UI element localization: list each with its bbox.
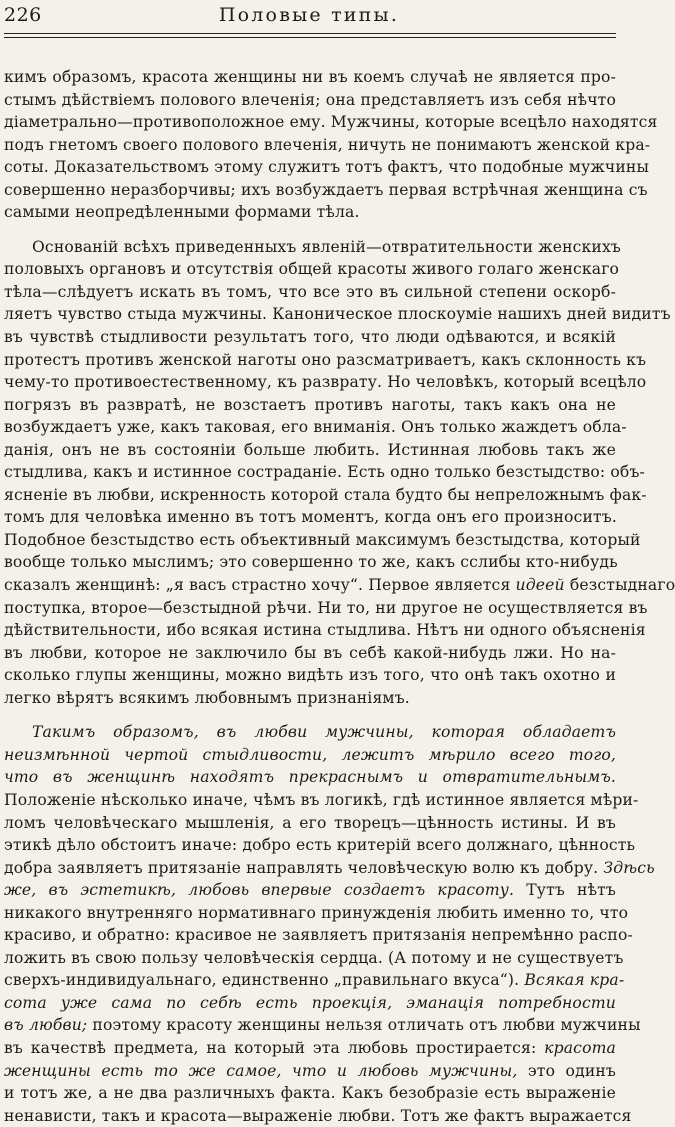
italic-text: въ любви;	[4, 1016, 88, 1035]
text-run: протестъ противъ женской наготы оно разсматриваетъ, какъ склонность къ	[4, 350, 647, 369]
text-line	[4, 879, 616, 902]
text-run: легко вѣрятъ всякимъ любовнымъ признаніямъ.	[4, 688, 410, 707]
text-line	[4, 642, 616, 665]
text-run: никакого внутренняго нормативнаго принужденія любить именно то, что	[4, 903, 629, 922]
text-line	[4, 1105, 632, 1127]
paragraph-gap	[4, 224, 616, 236]
text-line	[4, 394, 616, 417]
paragraph	[4, 721, 655, 1127]
italic-text: неизмѣнной чертой стыдливости, лежитъ мѣрило всего того,	[4, 745, 616, 764]
text-line	[4, 992, 616, 1015]
italic-text: идеей	[515, 576, 565, 595]
text-run: стыдлива, какъ и истинное состраданіе. Есть одно только безстыдство: объ-	[4, 463, 645, 482]
text-line	[4, 461, 645, 484]
text-line	[4, 201, 616, 224]
header-rule	[4, 33, 616, 34]
italic-text: женщины есть то же самое, что и любовь мужчины,	[4, 1061, 518, 1080]
text-run: въ чувствѣ стыдливости результатъ того, что люди одѣваются, и всякій	[4, 328, 616, 347]
text-line	[4, 744, 616, 767]
text-run: и тотъ же, а не два различныхъ факта. Какъ безобразіе есть выраженіе	[4, 1084, 616, 1103]
italic-text: что въ женщинѣ находятъ прекраснымъ и отвратительнымъ.	[4, 768, 616, 787]
text-run: Положеніе нѣсколько иначе, чѣмъ въ логикѣ, гдѣ истинное является мѣри-	[4, 790, 639, 809]
text-line	[4, 664, 616, 687]
italic-text: же, въ эстетикѣ, любовь впервые создаетъ красоту.	[4, 881, 515, 900]
text-run: вообще только мыслимъ; это совершенно то же, какъ сслибы кто-нибудь	[4, 553, 618, 572]
text-run: это одинъ	[517, 1061, 616, 1080]
text-line	[4, 812, 616, 835]
page-header	[4, 0, 614, 26]
paragraph	[4, 66, 658, 224]
text-run: совершенно неразборчивы; ихъ возбуждаетъ первая встрѣчная женщина съ	[4, 180, 648, 199]
text-line	[4, 902, 629, 925]
text-run: сказалъ женщинѣ: „я васъ страстно хочу“. Первое является	[4, 576, 516, 595]
italic-text: Всякая кра-	[524, 971, 625, 990]
text-line	[4, 766, 616, 789]
italic-text: Здѣсь	[603, 858, 655, 877]
text-line	[4, 179, 648, 202]
text-run: стымъ дѣйствіемъ полового влеченія; она представляетъ изъ себя нѣчто	[4, 90, 616, 109]
text-run: красиво, и обратно: красивое не заявляетъ притязанія непремѣнно распо-	[4, 926, 633, 945]
text-line	[4, 947, 624, 970]
body-text	[4, 66, 675, 1127]
text-run: Подобное безстыдство есть объективный максимумъ безстыдства, который	[4, 530, 641, 549]
text-line	[4, 1014, 641, 1037]
text-run: этикѣ дѣло обстоитъ иначе: добро есть критерій всего должнаго, цѣнность	[4, 836, 636, 855]
text-line	[4, 349, 647, 372]
text-line	[4, 834, 636, 857]
text-run: дѣйствительности, ибо всякая истина стыдлива. Нѣтъ ни одного объясненія	[4, 621, 646, 640]
text-line	[4, 924, 633, 947]
text-run: томъ для человѣка именно въ тотъ моментъ, когда онъ его произноситъ.	[4, 508, 617, 527]
text-run: половыхъ органовъ и отсутствія общей красоты живого голаго женскаго	[4, 260, 620, 279]
text-run: ненависти, такъ и красота—выраженіе любви. Тотъ же фактъ выражается	[4, 1106, 632, 1125]
text-run: чему-то противоестественному, къ разврату. Но человѣкъ, который всецѣло	[4, 373, 647, 392]
text-run: сколько глупы женщины, можно видѣть изъ того, что онѣ такъ охотно и	[4, 666, 616, 685]
text-line	[4, 258, 620, 281]
text-run: ясненіе въ любви, искренность которой стала будто бы непреложнымъ фак-	[4, 485, 647, 504]
text-run: данія, онъ не въ состояніи больше любить. Истинная любовь такъ же	[4, 440, 616, 459]
text-line	[4, 529, 641, 552]
text-line	[4, 66, 616, 89]
text-line	[4, 303, 671, 326]
text-line	[4, 857, 655, 880]
text-run: въ любви, которое не заключило бы въ себѣ какой-нибудь лжи. Но на-	[4, 643, 616, 662]
text-line	[4, 721, 616, 744]
text-run: ломъ человѣческаго мышленія, а его творецъ—цѣнность истины. И въ	[4, 813, 616, 832]
text-line	[4, 1037, 616, 1060]
text-run: самыми неопредѣленными формами тѣла.	[4, 203, 360, 222]
text-run: кимъ образомъ, красота женщины ни въ коемъ случаѣ не является про-	[4, 68, 616, 86]
text-run: поэтому красоту женщины нельзя отличать отъ любви мужчины	[87, 1016, 641, 1035]
text-run: безстыднаго	[564, 576, 675, 595]
text-run: сверхъ-индивидуальнаго, единственно „правильнаго вкуса“).	[4, 971, 525, 990]
text-run: добра заявляетъ притязаніе направлять человѣческую волю къ добру.	[4, 858, 604, 877]
text-run: подъ гнетомъ своего полового влеченія, ничуть не понимаютъ женской кра-	[4, 135, 651, 154]
text-line	[4, 416, 627, 439]
text-line	[4, 326, 616, 349]
text-line	[4, 619, 646, 642]
text-run: поступка, второе—безстыдной рѣчи. Ни то, ни другое не осуществляется въ	[4, 598, 648, 617]
text-line	[4, 281, 616, 304]
text-line	[4, 969, 625, 992]
italic-text: Такимъ образомъ, въ любви мужчины, которая обладаетъ	[32, 723, 616, 742]
text-run: соты. Доказательствомъ этому служитъ тотъ фактъ, что подобные мужчины	[4, 158, 650, 177]
text-line	[4, 89, 616, 112]
text-line	[4, 236, 621, 259]
text-run: діаметрально—противоположное ему. Мужчины, которые всецѣло находятся	[4, 113, 658, 132]
text-run: Основаній всѣхъ приведенныхъ явленій—отвратительности женскихъ	[32, 237, 621, 256]
header-rule-thin	[4, 37, 616, 38]
text-line	[4, 156, 650, 179]
italic-text: красота	[544, 1038, 616, 1057]
text-run: тѣла—слѣдуетъ искать въ томъ, что все это въ сильной степени оскорб-	[4, 282, 616, 301]
text-line	[4, 687, 616, 710]
text-line	[4, 574, 675, 597]
text-line	[4, 506, 616, 529]
text-line	[4, 111, 658, 134]
page-number: 226	[4, 4, 42, 26]
text-run: ложить въ свою пользу человѣческія сердца. (А потому и не существуетъ	[4, 948, 624, 967]
text-line	[4, 134, 651, 157]
text-run: возбуждаетъ уже, какъ таковая, его вниманія. Онъ только жаждетъ обла-	[4, 418, 627, 437]
text-run: погрязъ въ развратѣ, не возстаетъ противъ наготы, такъ какъ она не	[4, 395, 616, 414]
text-line	[4, 1060, 616, 1083]
text-run: въ качествѣ предмета, на который эта любовь простирается:	[4, 1038, 545, 1057]
paragraph	[4, 236, 675, 709]
text-line	[4, 1082, 616, 1105]
text-run: ляетъ чувство стыда мужчины. Каноническое плоскоумie нашихъ дней видитъ	[4, 305, 671, 324]
text-line	[4, 789, 639, 812]
text-line	[4, 371, 647, 394]
paragraph-gap	[4, 709, 616, 721]
text-line	[4, 551, 616, 574]
text-line	[4, 597, 648, 620]
text-run: Тутъ нѣтъ	[514, 881, 616, 900]
running-title: Половые типы.	[218, 4, 400, 26]
text-line	[4, 439, 616, 462]
italic-text: сота уже сама по себѣ есть проекція, эманація потребности	[4, 993, 616, 1012]
text-line	[4, 484, 647, 507]
